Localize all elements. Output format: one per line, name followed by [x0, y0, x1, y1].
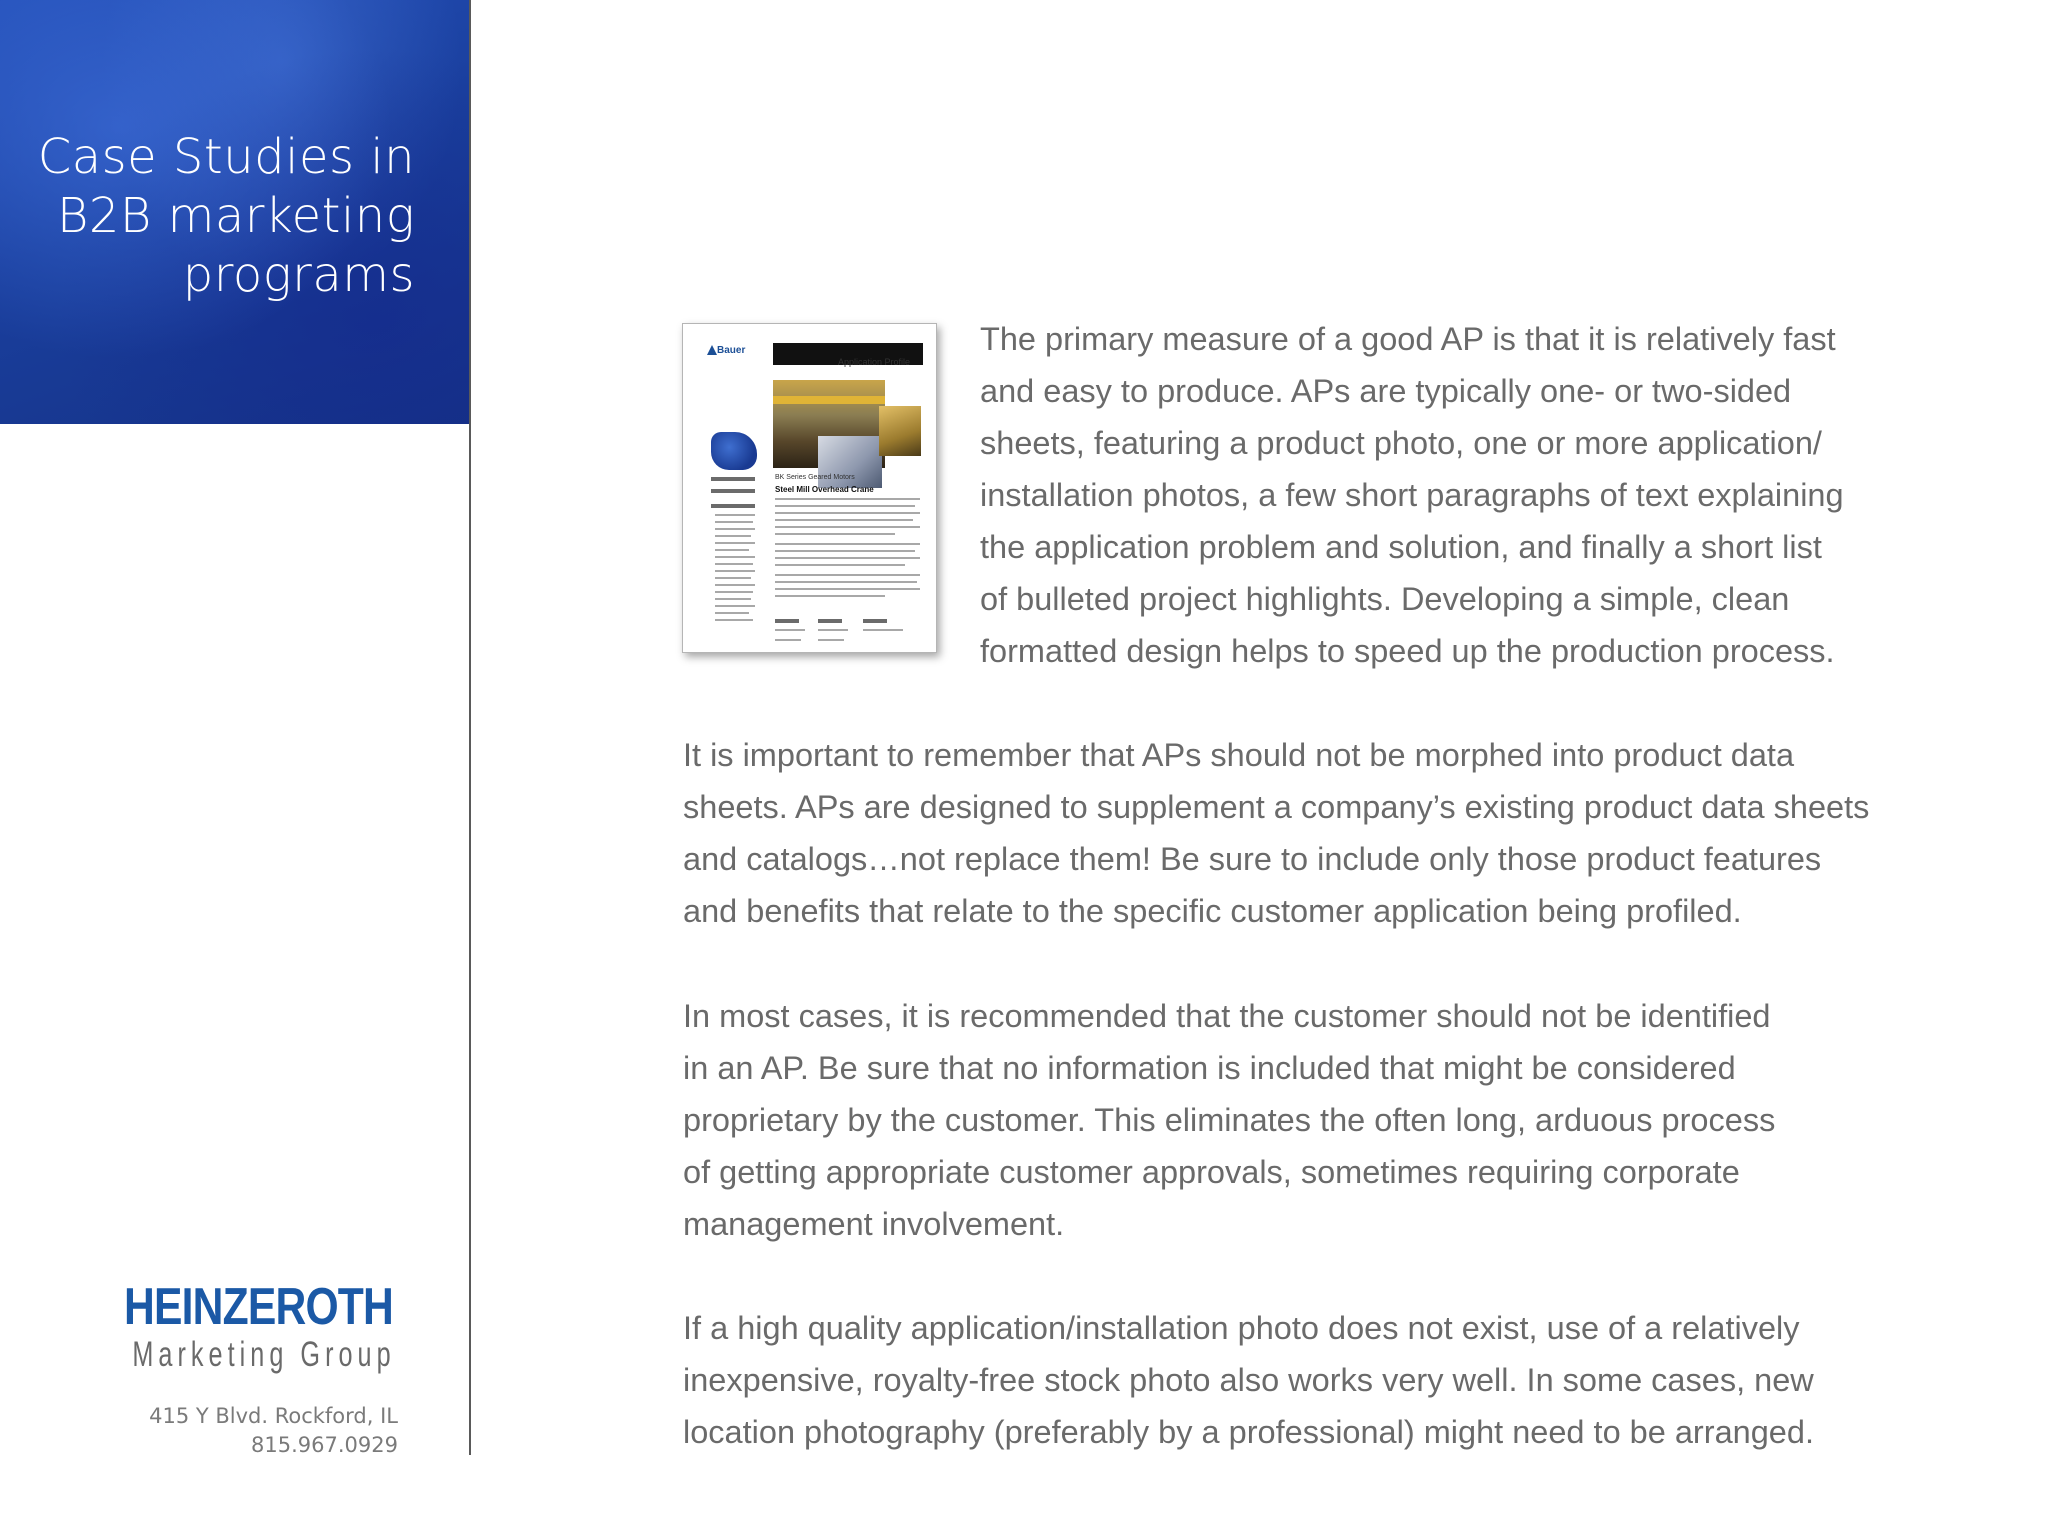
thumbnail-text-line	[715, 570, 755, 572]
thumbnail-text-line	[715, 528, 755, 530]
thumbnail-text-line	[715, 549, 749, 551]
thumbnail-text-line	[775, 639, 801, 641]
thumbnail-text-line	[863, 629, 903, 631]
vertical-divider	[469, 0, 471, 1455]
thumbnail-title: Steel Mill Overhead Crane	[775, 485, 874, 494]
paragraph-line: and easy to produce. APs are typically one- or two-sided	[980, 373, 1792, 409]
thumbnail-text-line	[775, 519, 913, 521]
paragraph-line: It is important to remember that APs should not be morphed into product data	[683, 737, 1795, 773]
thumbnail-text-line	[775, 595, 885, 597]
thumbnail-text-line	[775, 557, 920, 559]
thumbnail-brand: Bauer	[717, 345, 746, 356]
thumbnail-text-line	[775, 543, 920, 545]
detail-photo	[879, 406, 921, 456]
paragraph-line: installation photos, a few short paragraphs of text explaining	[980, 477, 1844, 513]
contact-info	[149, 1402, 398, 1460]
paragraph-line: and benefits that relate to the specific customer application being profiled.	[683, 893, 1742, 929]
address-line: 415 Y Blvd. Rockford, IL	[149, 1404, 398, 1428]
paragraph-line: If a high quality application/installation photo does not exist, use of a relatively	[683, 1310, 1800, 1346]
paragraph-line: location photography (preferably by a professional) might need to be arranged.	[683, 1414, 1814, 1450]
page-title: Case Studies in B2B marketing programs	[37, 129, 415, 303]
paragraph-line: the application problem and solution, and finally a short list	[980, 529, 1822, 565]
paragraph-line: of bulleted project highlights. Developing a simple, clean	[980, 581, 1790, 617]
company-logo-subtitle: Marketing Group	[132, 1335, 396, 1374]
paragraph-line: proprietary by the customer. This eliminates the often long, arduous process	[683, 1102, 1776, 1138]
thumbnail-text-line	[775, 512, 920, 514]
paragraph-measure	[980, 313, 1844, 677]
thumbnail-text-line	[715, 612, 749, 614]
thumbnail-text-line	[715, 605, 755, 607]
thumbnail-text-line	[715, 584, 755, 586]
geared-motor-image	[711, 432, 757, 470]
thumbnail-text-line	[775, 505, 915, 507]
paragraph-line: management involvement.	[683, 1206, 1065, 1242]
thumbnail-text-line	[775, 550, 915, 552]
sidebar-banner	[0, 0, 470, 424]
thumbnail-footer-text	[775, 619, 799, 623]
paragraph-line: formatted design helps to speed up the production process.	[980, 633, 1835, 669]
thumbnail-sidebar-heading	[711, 504, 755, 508]
thumbnail-text-line	[715, 563, 753, 565]
thumbnail-text-line	[775, 581, 917, 583]
paragraph-line: The primary measure of a good AP is that it is relatively fast	[980, 321, 1836, 357]
thumbnail-text-line	[775, 526, 920, 528]
thumbnail-text-line	[715, 556, 755, 558]
application-profile-thumbnail	[682, 323, 937, 653]
thumbnail-text-line	[818, 639, 844, 641]
paragraph-line: inexpensive, royalty-free stock photo also works very well. In some cases, new	[683, 1362, 1814, 1398]
paragraph-data-sheets	[683, 729, 1869, 937]
paragraph-line: In most cases, it is recommended that the customer should not be identified	[683, 998, 1771, 1034]
thumbnail-text-line	[775, 588, 920, 590]
brand-logo-icon	[707, 345, 717, 355]
thumbnail-text-line	[715, 521, 753, 523]
paragraph-photography	[683, 1302, 1814, 1458]
thumbnail-text-line	[775, 629, 805, 631]
paragraph-line: sheets. APs are designed to supplement a company’s existing product data sheets	[683, 789, 1870, 825]
thumbnail-sidebar-heading	[711, 477, 755, 481]
thumbnail-footer-text	[863, 619, 887, 623]
paragraph-line: in an AP. Be sure that no information is included that might be considered	[683, 1050, 1736, 1086]
thumbnail-text-line	[715, 619, 753, 621]
thumbnail-text-line	[715, 542, 755, 544]
thumbnail-text-line	[775, 574, 920, 576]
thumbnail-text-line	[715, 514, 755, 516]
thumbnail-text-line	[775, 533, 895, 535]
company-logo-name: HEINZEROTH	[124, 1278, 393, 1336]
thumbnail-text-line	[715, 535, 751, 537]
phone-number: 815.967.0929	[251, 1433, 398, 1457]
thumbnail-text-line	[715, 591, 753, 593]
paragraph-customer-identity	[683, 990, 1775, 1250]
thumbnail-text-line	[715, 598, 751, 600]
thumbnail-header-label: Application Profile	[838, 357, 911, 367]
thumbnail-text-line	[775, 564, 905, 566]
thumbnail-sidebar-heading	[711, 489, 755, 493]
thumbnail-footer-text	[818, 619, 842, 623]
thumbnail-text-line	[775, 498, 920, 500]
paragraph-line: and catalogs…not replace them! Be sure to include only those product features	[683, 841, 1822, 877]
paragraph-line: of getting appropriate customer approvals, sometimes requiring corporate	[683, 1154, 1740, 1190]
thumbnail-text-line	[715, 577, 751, 579]
thumbnail-text-line	[818, 629, 848, 631]
paragraph-line: sheets, featuring a product photo, one or more application/	[980, 425, 1822, 461]
thumbnail-subtitle: BK Series Geared Motors	[775, 474, 855, 481]
